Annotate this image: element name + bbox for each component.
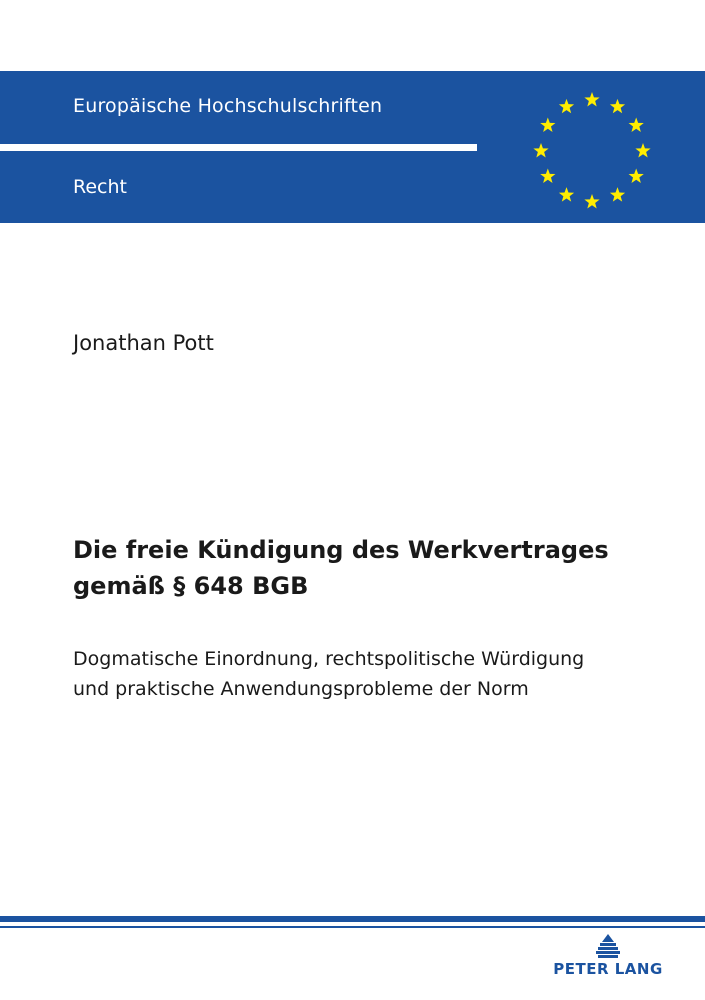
star-icon (610, 187, 625, 201)
series-title: Europäische Hochschulschriften (73, 95, 383, 117)
book-title (73, 532, 673, 604)
peter-lang-logo-icon (595, 933, 621, 959)
book-subtitle-line: Dogmatische Einordnung, rechtspolitische Würdigung (73, 648, 585, 670)
eu-stars-icon (526, 85, 658, 217)
book-title-line: gemäß § 648 BGB (73, 572, 309, 600)
star-icon (540, 118, 555, 132)
publisher-name: PETER LANG (553, 960, 663, 978)
book-subtitle-line: und praktische Anwendungsprobleme der Norm (73, 678, 529, 700)
star-icon (533, 143, 548, 157)
book-subtitle (73, 644, 693, 704)
banner-divider (0, 144, 477, 151)
series-banner (0, 71, 705, 223)
star-icon (559, 187, 574, 201)
star-icon (610, 99, 625, 113)
footer-rule-thick (0, 916, 705, 922)
star-icon (635, 143, 650, 157)
subseries-title: Recht (73, 176, 127, 198)
star-icon (629, 118, 644, 132)
star-icon (540, 169, 555, 183)
star-icon (629, 169, 644, 183)
publisher-mark (543, 933, 673, 983)
star-icon (584, 194, 599, 208)
star-icon (584, 92, 599, 106)
footer-rule-thin (0, 926, 705, 928)
author-name: Jonathan Pott (73, 331, 214, 355)
book-title-line: Die freie Kündigung des Werkvertrages (73, 536, 609, 564)
star-icon (559, 99, 574, 113)
